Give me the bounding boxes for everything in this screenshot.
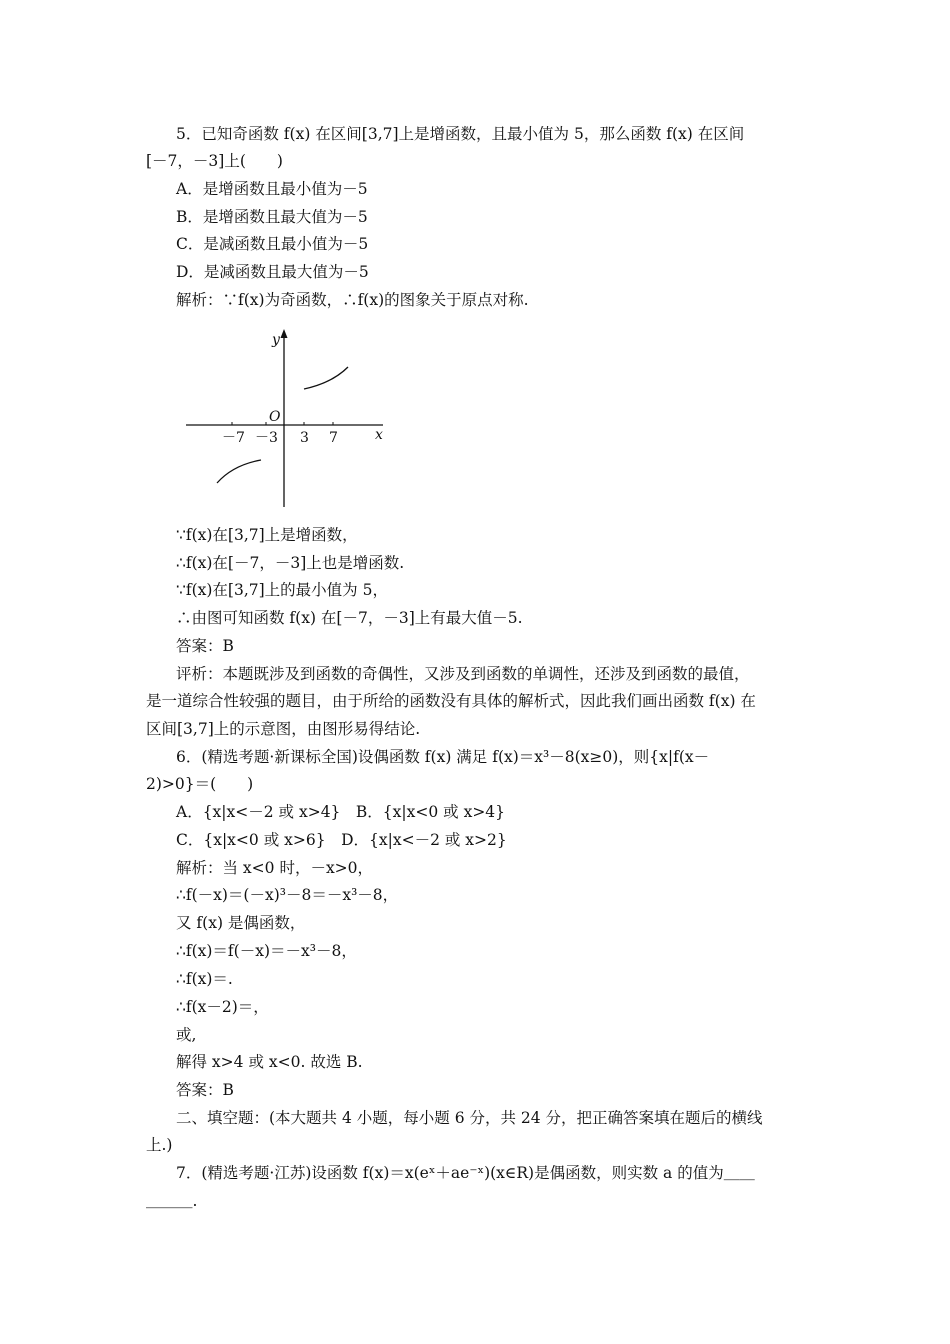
origin-label: O xyxy=(269,409,281,425)
tick-label-3: 3 xyxy=(300,430,309,446)
q5-stem-line1: 5．已知奇函数 f(x) 在区间[3,7]上是增函数，且最小值为 5，那么函数 f(x) 在区间 xyxy=(176,125,745,143)
curve-negative-branch xyxy=(217,460,261,483)
q6-step-7: 或, xyxy=(176,1026,197,1044)
curve-positive-branch xyxy=(304,367,348,389)
q6-step-1: 解析：当 x<0 时，－x>0， xyxy=(176,859,374,877)
q6-options-line1: A．{x|x<－2 或 x>4} B．{x|x<0 或 x>4} xyxy=(176,803,506,821)
q6-step-2: ∴f(－x)＝(－x)³－8＝－x³－8， xyxy=(176,886,399,904)
q5-step-4: ∴由图可知函数 f(x) 在[－7，－3]上有最大值－5. xyxy=(176,609,523,627)
q6-answer: 答案：B xyxy=(176,1081,234,1099)
q6-step-5: ∴f(x)＝. xyxy=(176,970,233,988)
q7-line2: ＿＿＿. xyxy=(146,1192,198,1210)
q5-step-1: ∵f(x)在[3,7]上是增函数， xyxy=(176,526,358,544)
q6-stem-line1: 6．(精选考题·新课标全国)设偶函数 f(x) 满足 f(x)＝x³－8(x≥0)，则{x|f(x－ xyxy=(176,748,710,766)
q5-analysis-intro: 解析：∵f(x)为奇函数，∴f(x)的图象关于原点对称. xyxy=(176,291,529,309)
y-axis-arrow xyxy=(281,329,288,338)
x-axis-label: x xyxy=(375,427,383,443)
q5-comment-line2: 是一道综合性较强的题目，由于所给的函数没有具体的解析式，因此我们画出函数 f(x) 在 xyxy=(146,692,756,710)
q5-option-b: B．是增函数且最大值为－5 xyxy=(176,208,368,226)
q5-answer: 答案：B xyxy=(176,637,234,655)
q5-stem-line2: [－7，－3]上( ) xyxy=(146,152,283,170)
y-axis-label: y xyxy=(272,332,280,348)
q6-options-line2: C．{x|x<0 或 x>6} D．{x|x<－2 或 x>2} xyxy=(176,831,507,849)
q5-option-a: A．是增函数且最小值为－5 xyxy=(176,180,368,198)
tick-label-neg3: －3 xyxy=(255,430,278,446)
q6-step-8: 解得 x>4 或 x<0. 故选 B. xyxy=(176,1053,363,1071)
q5-option-c: C．是减函数且最小值为－5 xyxy=(176,235,369,253)
odd-function-graph xyxy=(180,325,395,510)
q6-step-6: ∴f(x－2)＝， xyxy=(176,998,269,1016)
q5-comment-line3: 区间[3,7]上的示意图，由图形易得结论. xyxy=(146,720,421,738)
q5-step-2: ∴f(x)在[－7，－3]上也是增函数. xyxy=(176,554,405,572)
q5-option-d: D．是减函数且最大值为－5 xyxy=(176,263,369,281)
q6-step-4: ∴f(x)＝f(－x)＝－x³－8， xyxy=(176,942,357,960)
q7-line1: 7．(精选考题·江苏)设函数 f(x)＝x(eˣ＋ae⁻ˣ)(x∈R)是偶函数，则实数 a 的值为＿＿ xyxy=(176,1164,755,1182)
graph-svg xyxy=(180,325,395,510)
tick-label-neg7: －7 xyxy=(222,430,245,446)
q5-step-3: ∵f(x)在[3,7]上的最小值为 5， xyxy=(176,581,388,599)
section2-line1: 二、填空题：(本大题共 4 小题，每小题 6 分，共 24 分，把正确答案填在题后的横线 xyxy=(176,1109,763,1127)
section2-line2: 上.) xyxy=(146,1136,173,1154)
tick-label-7: 7 xyxy=(329,430,338,446)
q5-comment-line1: 评析：本题既涉及到函数的奇偶性，又涉及到函数的单调性，还涉及到函数的最值， xyxy=(176,665,750,683)
q6-stem-line2: 2)>0}＝( ) xyxy=(146,775,254,793)
q6-step-3: 又 f(x) 是偶函数， xyxy=(176,914,306,932)
